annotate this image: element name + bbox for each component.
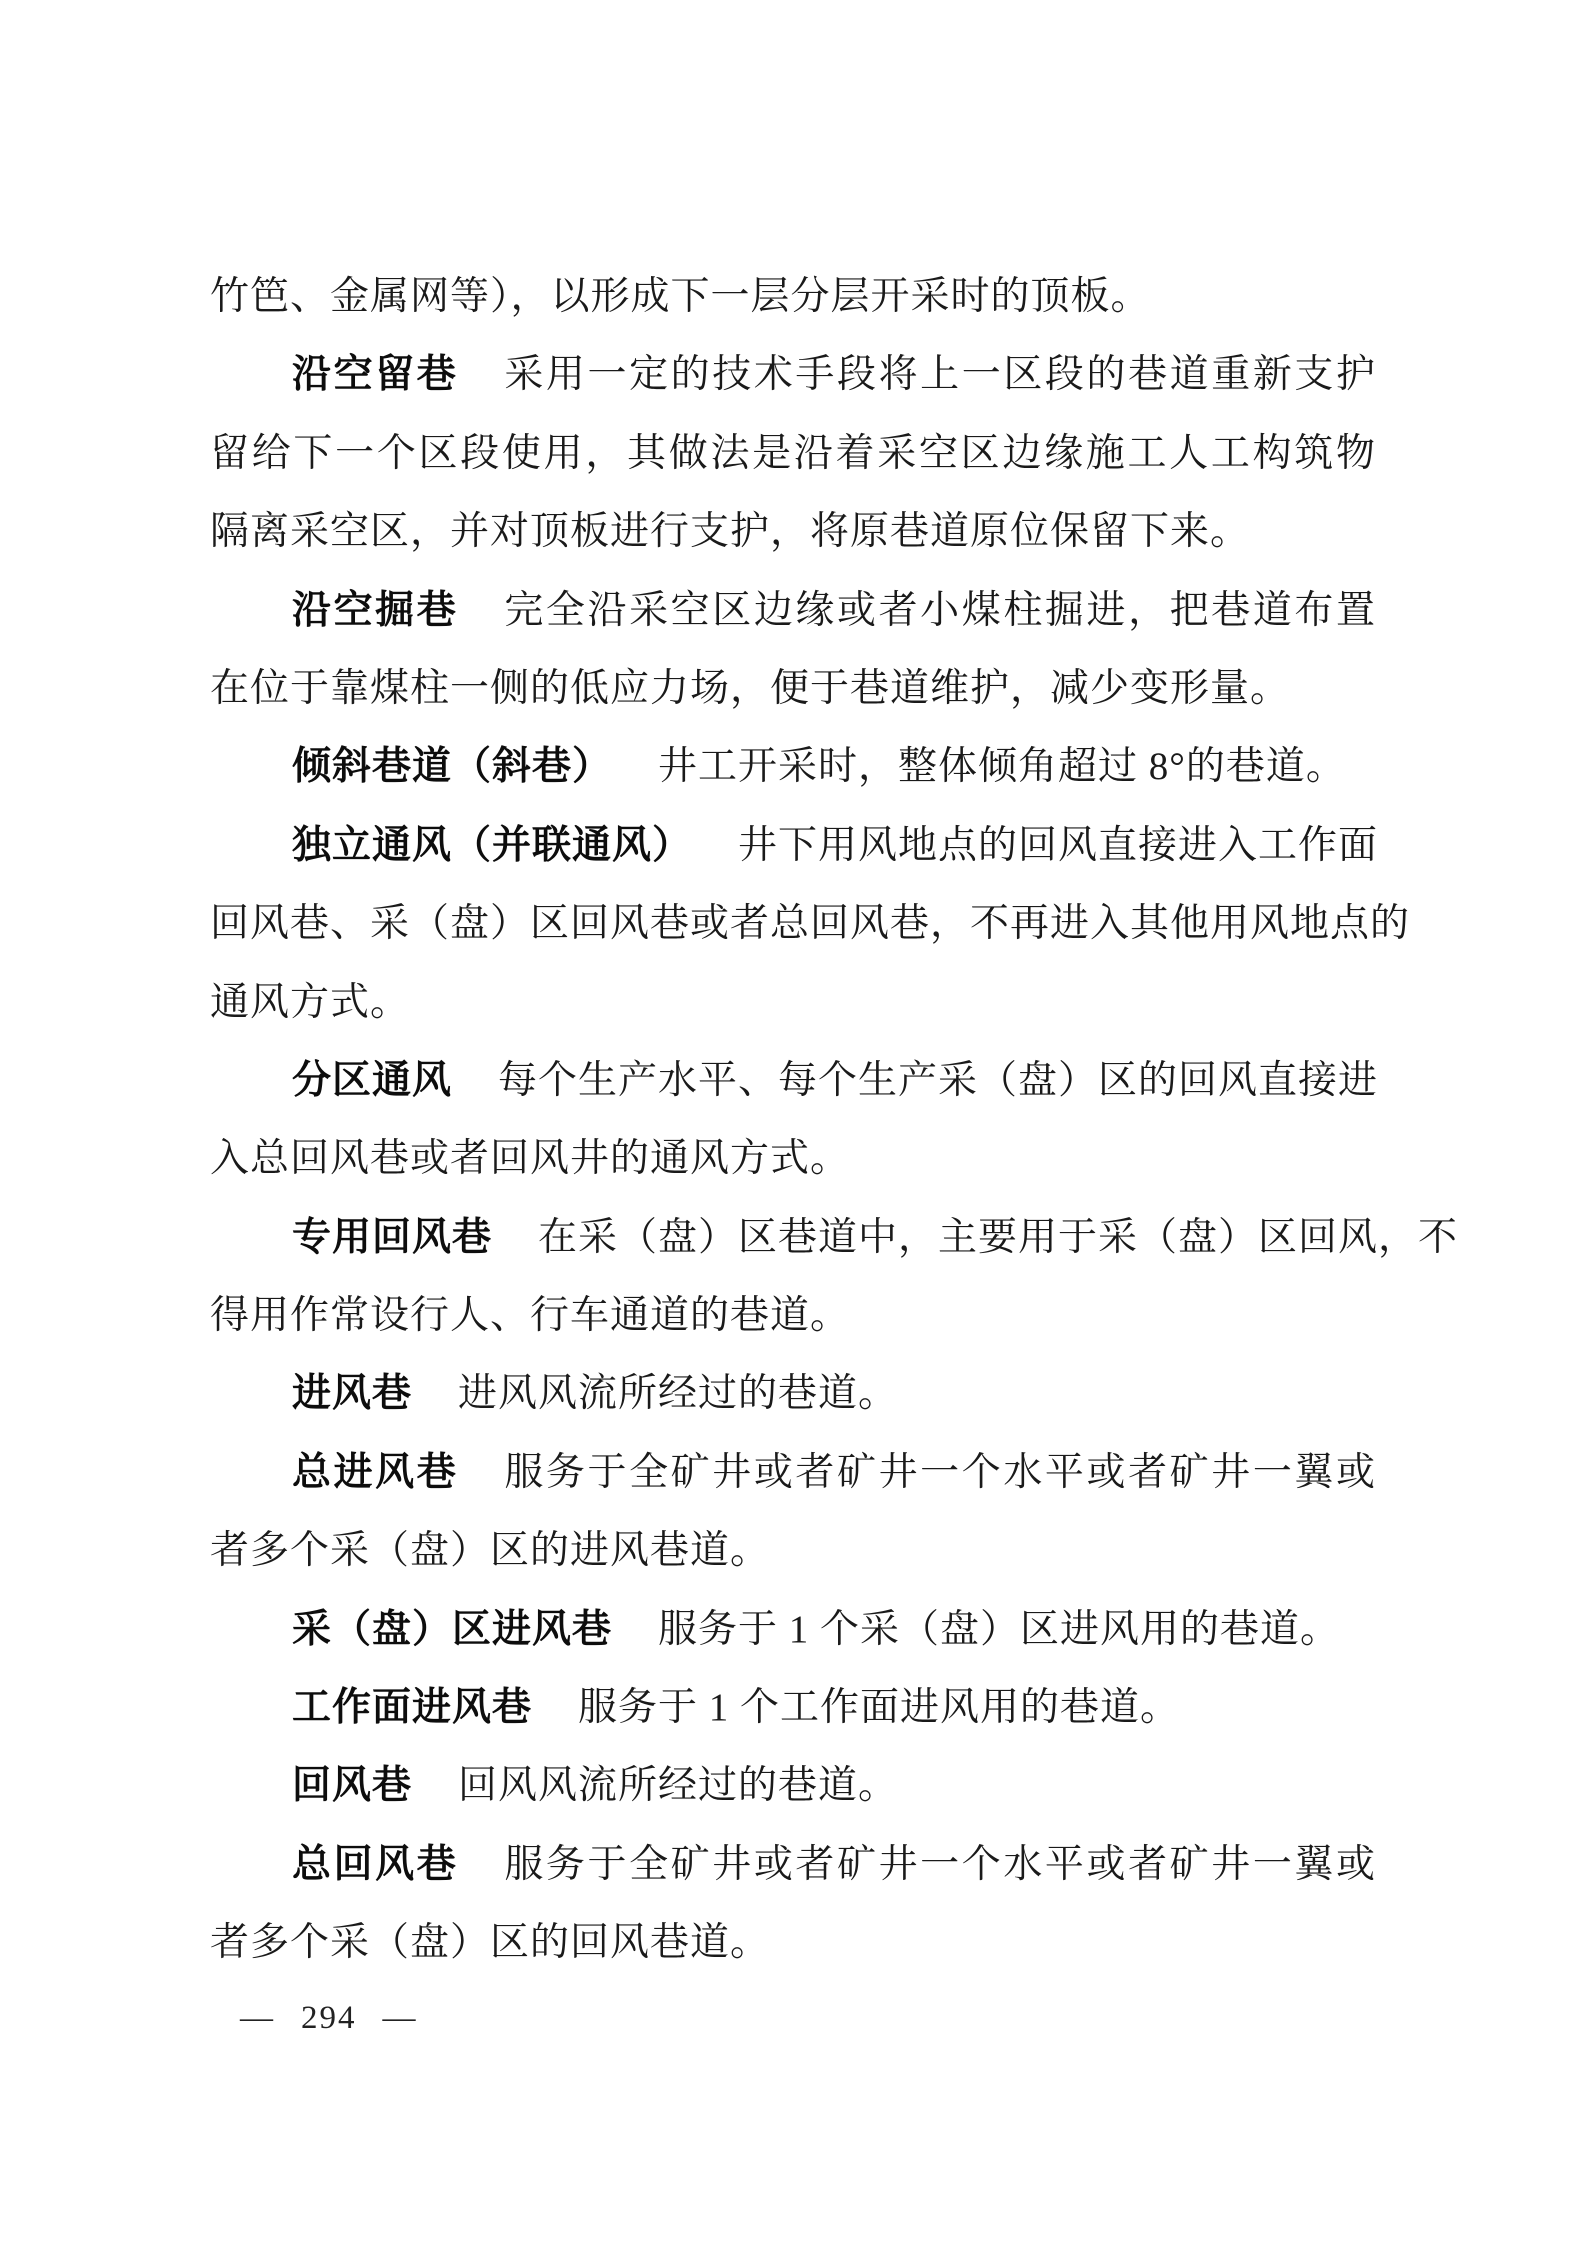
line-text: 竹笆、金属网等），以形成下一层分层开采时的顶板。	[210, 275, 1151, 318]
text-line	[210, 1904, 1376, 1982]
text-line	[210, 1434, 1376, 1512]
text-line	[210, 964, 1376, 1042]
line-text: 在位于靠煤柱一侧的低应力场，便于巷道维护，减少变形量。	[210, 666, 1291, 710]
line-text: 服务于全矿井或者矿井一个水平或者矿井一翼或	[504, 1450, 1376, 1494]
line-text: 者多个采（盘）区的进风巷道。	[210, 1529, 771, 1573]
text-line	[210, 1199, 1459, 1277]
glossary-term: 进风巷	[292, 1372, 413, 1416]
line-text: 得用作常设行人、行车通道的巷道。	[210, 1294, 851, 1338]
line-text: 进风风流所经过的巷道。	[458, 1372, 899, 1416]
line-text: 服务于全矿井或者矿井一个水平或者矿井一翼或	[504, 1842, 1376, 1886]
text-line	[210, 258, 1376, 336]
text-line	[210, 1355, 1376, 1433]
glossary-term: 总回风巷	[292, 1842, 459, 1886]
text-line	[210, 1747, 1376, 1825]
line-text: 完全沿采空区边缘或者小煤柱掘进，把巷道布置	[504, 588, 1376, 632]
line-text: 回风风流所经过的巷道。	[458, 1764, 899, 1808]
text-line	[210, 1042, 1379, 1120]
footer-left-dash: —	[240, 2000, 275, 2036]
text-line	[210, 415, 1376, 493]
glossary-term: 工作面进风巷	[292, 1686, 533, 1730]
line-text: 者多个采（盘）区的回风巷道。	[210, 1921, 771, 1965]
page-footer	[240, 1996, 418, 2040]
text-line	[210, 1277, 1376, 1355]
glossary-term: 倾斜巷道（斜巷）	[292, 745, 613, 789]
text-line	[210, 1120, 1376, 1198]
text-line	[210, 885, 1411, 963]
text-line	[210, 728, 1376, 806]
line-text: 服务于 1 个采（盘）区进风用的巷道。	[658, 1607, 1341, 1651]
line-text: 井下用风地点的回风直接进入工作面	[738, 823, 1379, 867]
glossary-term: 专用回风巷	[292, 1215, 493, 1259]
line-text: 服务于 1 个工作面进风用的巷道。	[578, 1686, 1181, 1730]
line-text: 隔离采空区，并对顶板进行支护，将原巷道原位保留下来。	[210, 510, 1251, 554]
line-text: 采用一定的技术手段将上一区段的巷道重新支护	[504, 353, 1376, 397]
text-line	[210, 336, 1376, 414]
line-text: 入总回风巷或者回风井的通风方式。	[210, 1137, 851, 1181]
line-text: 井工开采时，整体倾角超过 8°的巷道。	[658, 745, 1346, 789]
text-line	[210, 493, 1376, 571]
glossary-term: 沿空掘巷	[292, 588, 459, 632]
glossary-term: 沿空留巷	[292, 353, 459, 397]
text-line	[210, 572, 1376, 650]
text-line	[210, 1591, 1376, 1669]
line-text: 在采（盘）区巷道中，主要用于采（盘）区回风，不	[538, 1215, 1459, 1259]
footer-right-dash: —	[382, 2000, 418, 2036]
glossary-term: 独立通风（并联通风）	[292, 823, 693, 867]
line-text: 回风巷、采（盘）区回风巷或者总回风巷，不再进入其他用风地点的	[210, 902, 1411, 946]
text-line	[210, 807, 1379, 885]
text-block	[210, 258, 1459, 1983]
line-text: 通风方式。	[210, 980, 411, 1024]
glossary-term: 总进风巷	[292, 1450, 459, 1494]
text-line	[210, 1512, 1376, 1590]
text-line	[210, 1669, 1376, 1747]
text-line	[210, 650, 1376, 728]
glossary-term: 回风巷	[292, 1764, 413, 1808]
page-number: 294	[301, 2000, 357, 2036]
glossary-term: 采（盘）区进风巷	[292, 1607, 613, 1651]
line-text: 每个生产水平、每个生产采（盘）区的回风直接进	[498, 1058, 1379, 1102]
glossary-term: 分区通风	[292, 1058, 453, 1102]
line-text: 留给下一个区段使用，其做法是沿着采空区边缘施工人工构筑物	[210, 431, 1376, 475]
text-line	[210, 1826, 1376, 1904]
